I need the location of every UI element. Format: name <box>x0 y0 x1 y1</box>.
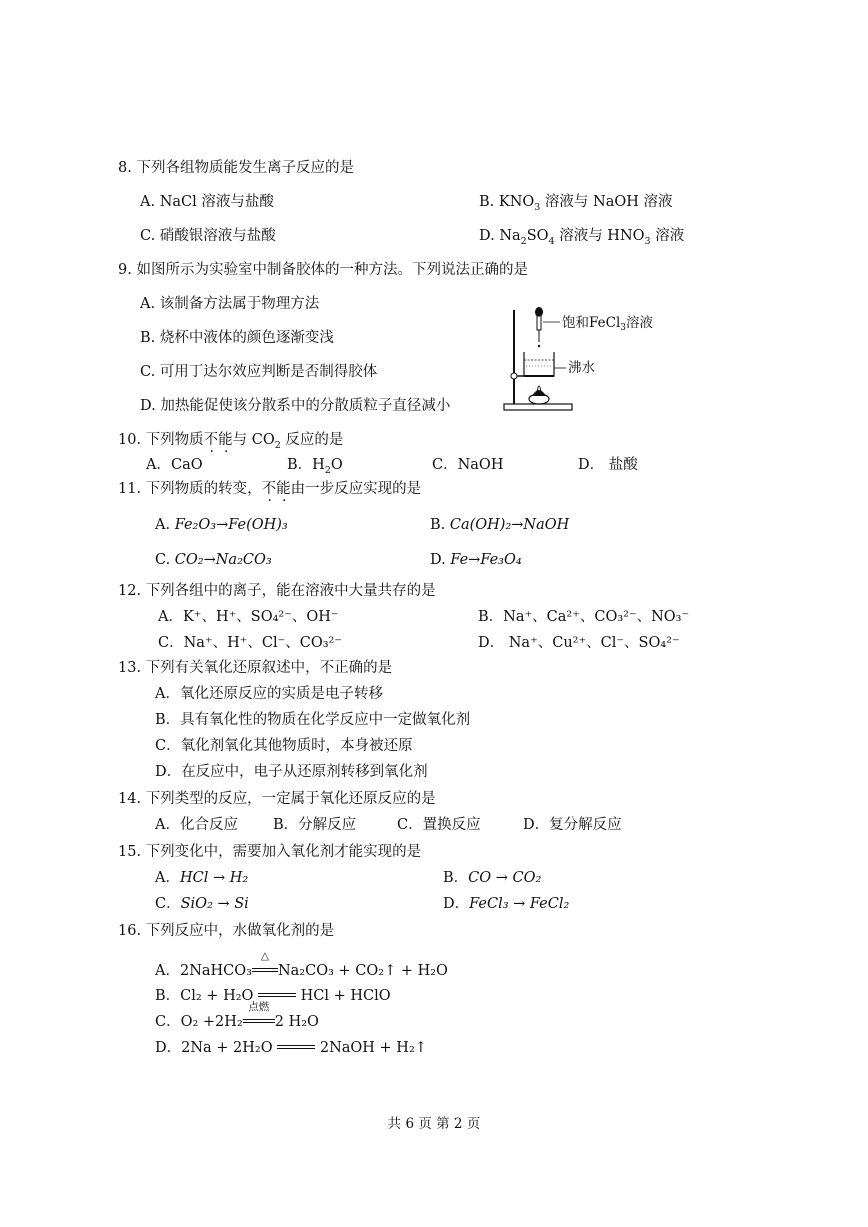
q14-option-c: C．置换反应 <box>397 817 481 833</box>
figure-label-boiling-water: 沸水 <box>568 360 595 376</box>
q12-option-a: A．K⁺、H⁺、SO₄²⁻、OH⁻ <box>158 609 339 625</box>
q8-stem: 8. 下列各组物质能发生离子反应的是 <box>118 160 354 176</box>
q16-option-b: B．Cl₂ + H₂O HCl + HClO <box>155 988 391 1004</box>
ignite-condition: 点燃 <box>248 1001 270 1013</box>
svg-text:饱和FeCl3溶液: 饱和FeCl$_3$溶液 <box>562 315 653 333</box>
q13-option-a: A．氧化还原反应的实质是电子转移 <box>155 686 383 702</box>
q11-option-b: B. Ca(OH)₂→NaOH <box>430 517 570 533</box>
q8-option-d: D. $Na_2SO_4$ 溶液与 $HNO_3$ 溶液 <box>479 228 685 247</box>
q10-option-c: C．NaOH <box>432 457 504 473</box>
q15-option-c: C．SiO₂ → Si <box>155 896 249 912</box>
q16-option-a: A．2NaHCO₃ △ Na₂CO₃ + CO₂↑ + H₂O <box>155 950 448 979</box>
figure-label-fecl3: 饱和FeCl <box>562 315 621 331</box>
q10-stem: 10. 下列物质不能与 $CO_2$ 反应的是 <box>118 432 344 451</box>
q16-option-c: C．O₂ +2H₂ 点燃 2 H₂O <box>155 1001 319 1030</box>
q15-option-b: B．CO → CO₂ <box>443 870 542 886</box>
q12-option-c: C．Na⁺、H⁺、Cl⁻、CO₃²⁻ <box>158 635 343 651</box>
q16-option-d: D．2Na + 2H₂O 2NaOH + H₂↑ <box>155 1040 427 1056</box>
q14-stem: 14. 下列类型的反应，一定属于氧化还原反应的是 <box>118 791 436 807</box>
q15-stem: 15. 下列变化中，需要加入氧化剂才能实现的是 <box>118 844 422 860</box>
q9-stem: 9. 如图所示为实验室中制备胶体的一种方法。下列说法正确的是 <box>118 262 528 278</box>
q14-option-b: B．分解反应 <box>273 817 357 833</box>
q11-stem: 11. 下列物质的转变，不能由一步反应实现的是 <box>118 481 422 497</box>
q11-option-d: D. Fe→Fe₃O₄ <box>430 552 522 568</box>
q9-option-b: B. 烧杯中液体的颜色逐渐变浅 <box>140 330 334 346</box>
q12-stem: 12. 下列各组中的离子，能在溶液中大量共存的是 <box>118 583 436 599</box>
colloid-apparatus-figure <box>496 304 696 422</box>
q10-option-d: D． 盐酸 <box>578 457 638 473</box>
q14-option-d: D．复分解反应 <box>523 817 622 833</box>
q9-option-d: D. 加热能促使该分散系中的分散质粒子直径减小 <box>140 398 451 414</box>
q11-option-a: A. Fe₂O₃→Fe(OH)₃ <box>155 517 288 533</box>
q11-option-c: C. CO₂→Na₂CO₃ <box>155 552 272 568</box>
q13-option-d: D．在反应中，电子从还原剂转移到氧化剂 <box>155 764 428 780</box>
q13-option-b: B．具有氧化性的物质在化学反应中一定做氧化剂 <box>155 712 471 728</box>
q14-option-a: A．化合反应 <box>155 817 238 833</box>
q10-option-a: A．CaO <box>146 457 203 473</box>
q8-option-c: C. 硝酸银溶液与盐酸 <box>140 228 276 244</box>
q9-option-a: A. 该制备方法属于物理方法 <box>140 296 320 312</box>
q12-option-d: D． Na⁺、Cu²⁺、Cl⁻、SO₄²⁻ <box>478 635 680 651</box>
q10-option-b: B．$H_2O$ <box>287 457 343 476</box>
heat-condition: △ <box>260 950 269 962</box>
q8-option-a: A. NaCl 溶液与盐酸 <box>140 194 274 210</box>
q13-option-c: C．氧化剂氧化其他物质时，本身被还原 <box>155 738 413 754</box>
q12-option-b: B．Na⁺、Ca²⁺、CO₃²⁻、NO₃⁻ <box>478 609 690 625</box>
q9-option-c: C. 可用丁达尔效应判断是否制得胶体 <box>140 364 378 380</box>
figure-label-solution: 溶液 <box>626 315 653 331</box>
q16-stem: 16. 下列反应中，水做氧化剂的是 <box>118 923 335 939</box>
q13-stem: 13. 下列有关氧化还原叙述中，不正确的是 <box>118 660 393 676</box>
q15-option-a: A．HCl → H₂ <box>155 870 249 886</box>
page-footer: 共 6 页 第 2 页 <box>387 1116 481 1132</box>
q15-option-d: D．FeCl₃ → FeCl₂ <box>443 896 570 912</box>
q8-option-b: B. $KNO_3$ 溶液与 NaOH 溶液 <box>479 194 673 213</box>
